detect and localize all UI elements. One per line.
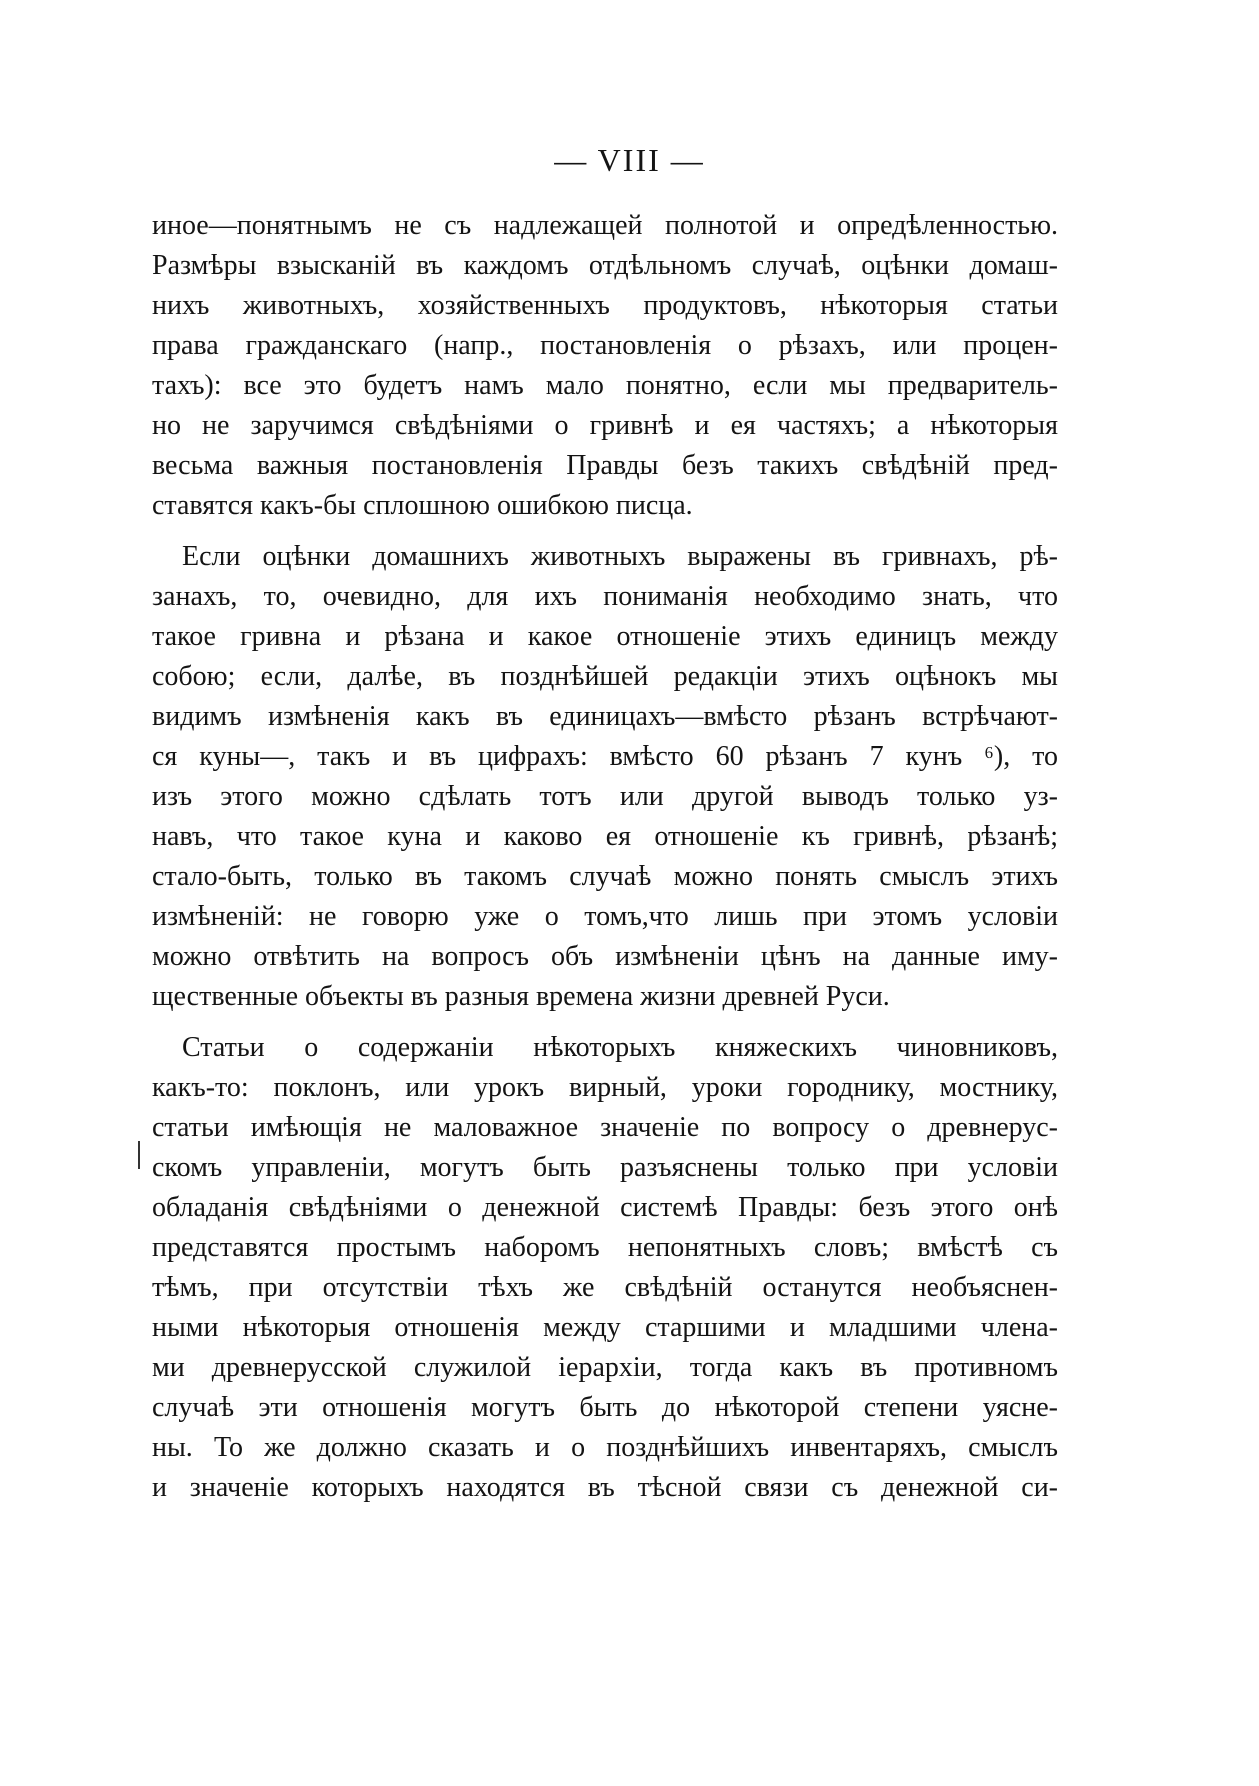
text-line: тѣмъ, при отсутствіи тѣхъ же свѣдѣній останутся необъяснен- <box>152 1272 1058 1303</box>
body-text <box>152 206 1058 1508</box>
paragraph-2 <box>152 537 1058 1017</box>
text-line: какъ-то: поклонъ, или урокъ вирный, уроки городнику, мостнику, <box>152 1072 1058 1103</box>
text-line: весьма важныя постановленія Правды безъ такихъ свѣдѣній пред- <box>152 450 1058 481</box>
paragraph-1 <box>152 206 1058 526</box>
text-line: изъ этого можно сдѣлать тотъ или другой выводъ только уз- <box>152 781 1058 812</box>
margin-mark <box>138 1141 140 1169</box>
text-line: ся куны—, такъ и въ цифрахъ: вмѣсто 60 рѣзанъ 7 кунъ ⁶), то <box>152 741 1058 772</box>
text-line: можно отвѣтить на вопросъ объ измѣненіи цѣнъ на данные иму- <box>152 941 1058 972</box>
text-line: случаѣ эти отношенія могутъ быть до нѣкоторой степени уясне- <box>152 1392 1058 1423</box>
text-line: занахъ, то, очевидно, для ихъ пониманія необходимо знать, что <box>152 581 1058 612</box>
text-line: иное—понятнымъ не съ надлежащей полнотой и опредѣленностью. <box>152 210 1058 241</box>
text-line: измѣненій: не говорю уже о томъ,что лишь при этомъ условіи <box>152 901 1058 932</box>
text-line: ны. То же должно сказать и о позднѣйшихъ инвентаряхъ, смыслъ <box>152 1432 1058 1463</box>
text-line: навъ, что такое куна и каково ея отношеніе къ гривнѣ, рѣзанѣ; <box>152 821 1058 852</box>
text-line: стало-быть, только въ такомъ случаѣ можно понять смыслъ этихъ <box>152 861 1058 892</box>
text-line: ми древнерусской служилой іерархіи, тогда какъ въ противномъ <box>152 1352 1058 1383</box>
text-line: и значеніе которыхъ находятся въ тѣсной связи съ денежной си- <box>152 1472 1058 1503</box>
text-line: ными нѣкоторыя отношенія между старшими и младшими члена- <box>152 1312 1058 1343</box>
text-line: права гражданскаго (напр., постановленія о рѣзахъ, или процен- <box>152 330 1058 361</box>
text-line: Размѣры взысканій въ каждомъ отдѣльномъ случаѣ, оцѣнки домаш- <box>152 250 1058 281</box>
text-line: такое гривна и рѣзана и какое отношеніе этихъ единицъ между <box>152 621 1058 652</box>
text-line: обладанія свѣдѣніями о денежной системѣ Правды: безъ этого онѣ <box>152 1192 1058 1223</box>
text-line: видимъ измѣненія какъ въ единицахъ—вмѣсто рѣзанъ встрѣчают- <box>152 701 1058 732</box>
text-line: нихъ животныхъ, хозяйственныхъ продуктовъ, нѣкоторыя статьи <box>152 290 1058 321</box>
text-line: но не заручимся свѣдѣніями о гривнѣ и ея частяхъ; а нѣкоторыя <box>152 410 1058 441</box>
text-line: Если оцѣнки домашнихъ животныхъ выражены въ гривнахъ, рѣ- <box>182 541 1058 572</box>
text-line: представятся простымъ наборомъ непонятныхъ словъ; вмѣстѣ съ <box>152 1232 1058 1263</box>
page-number: — VIII — <box>554 142 705 178</box>
text-line: ставятся какъ-бы сплошною ошибкою писца. <box>152 490 693 521</box>
text-line: тахъ): все это будетъ намъ мало понятно, если мы предваритель- <box>152 370 1058 401</box>
paragraph-3 <box>152 1028 1058 1508</box>
text-line: статьи имѣющія не маловажное значеніе по вопросу о древнерус- <box>152 1112 1058 1143</box>
text-line: собою; если, далѣе, въ позднѣйшей редакціи этихъ оцѣнокъ мы <box>152 661 1058 692</box>
text-line: скомъ управленіи, могутъ быть разъяснены только при условіи <box>152 1152 1058 1183</box>
text-line: Статьи о содержаніи нѣкоторыхъ княжескихъ чиновниковъ, <box>182 1032 1058 1063</box>
text-line: щественные объекты въ разныя времена жизни древней Руси. <box>152 981 890 1012</box>
